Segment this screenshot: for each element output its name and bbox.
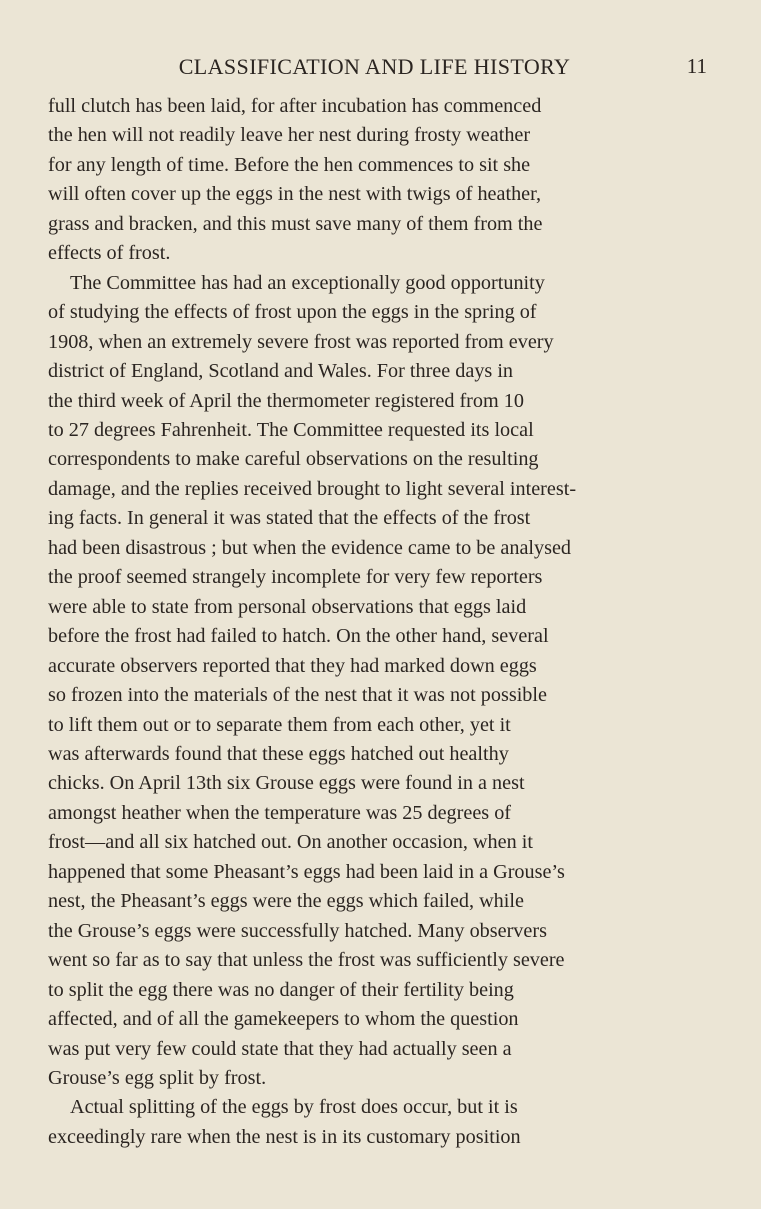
text-line: full clutch has been laid, for after incubation has commenced xyxy=(48,95,542,117)
text-line: for any length of time. Before the hen commences to sit she xyxy=(48,153,531,176)
text-line: accurate observers reported that they had marked down eggs xyxy=(48,654,537,677)
running-title: CLASSIFICATION AND LIFE HISTORY xyxy=(178,54,571,79)
text-line: district of England, Scotland and Wales. For three days in xyxy=(48,360,514,383)
text-line: were able to state from personal observations that eggs laid xyxy=(48,595,527,618)
paragraph xyxy=(48,1093,708,1152)
page-number: 11 xyxy=(686,54,707,78)
text-line: Actual splitting of the eggs by frost does occur, but it is xyxy=(70,1096,518,1119)
text-line: Grouse’s egg split by frost. xyxy=(48,1066,267,1089)
text-line: chicks. On April 13th six Grouse eggs were found in a nest xyxy=(48,772,525,795)
text-line: grass and bracken, and this must save many of them from the xyxy=(48,212,543,235)
text-line: ing facts. In general it was stated that the effects of the frost xyxy=(48,507,531,530)
paragraph xyxy=(48,92,708,269)
text-line: before the frost had failed to hatch. On the other hand, several xyxy=(48,625,549,648)
text-line: The Committee has had an exceptionally good opportunity xyxy=(70,271,545,294)
text-line: damage, and the replies received brought to light several interest- xyxy=(48,477,577,500)
text-line: 1908, when an extremely severe frost was reported from every xyxy=(48,330,554,353)
text-line: will often cover up the eggs in the nest with twigs of heather, xyxy=(48,183,542,206)
text-line: effects of frost. xyxy=(48,242,171,265)
text-line: correspondents to make careful observations on the resulting xyxy=(48,448,539,471)
text-line: the proof seemed strangely incomplete for very few reporters xyxy=(48,566,543,589)
text-line: happened that some Pheasant’s eggs had been laid in a Grouse’s xyxy=(48,860,565,883)
text-line: affected, and of all the gamekeepers to whom the question xyxy=(48,1008,519,1031)
text-line: to 27 degrees Fahrenheit. The Committee requested its local xyxy=(48,418,534,441)
text-line: the third week of April the thermometer registered from 10 xyxy=(48,389,524,412)
text-line: was afterwards found that these eggs hatched out healthy xyxy=(48,742,509,765)
text-line: so frozen into the materials of the nest that it was not possible xyxy=(48,684,547,707)
text-line: the Grouse’s eggs were successfully hatched. Many observers xyxy=(48,919,547,942)
text-line: to lift them out or to separate them from each other, yet it xyxy=(48,713,511,736)
text-line: was put very few could state that they had actually seen a xyxy=(48,1037,512,1060)
paragraph xyxy=(48,269,708,1094)
text-line: went so far as to say that unless the frost was sufficiently severe xyxy=(48,949,565,972)
text-line: exceedingly rare when the nest is in its customary position xyxy=(48,1125,521,1148)
running-head xyxy=(42,54,707,88)
text-line: nest, the Pheasant’s eggs were the eggs which failed, while xyxy=(48,890,524,913)
body-text xyxy=(48,92,708,1152)
text-line: the hen will not readily leave her nest during frosty weather xyxy=(48,124,531,147)
text-line: to split the egg there was no danger of their fertility being xyxy=(48,978,514,1001)
text-line: amongst heather when the temperature was 25 degrees of xyxy=(48,801,512,824)
text-line: frost—and all six hatched out. On another occasion, when it xyxy=(48,831,533,854)
text-line: had been disastrous ; but when the evidence came to be analysed xyxy=(48,536,572,559)
text-line: of studying the effects of frost upon the eggs in the spring of xyxy=(48,301,537,324)
